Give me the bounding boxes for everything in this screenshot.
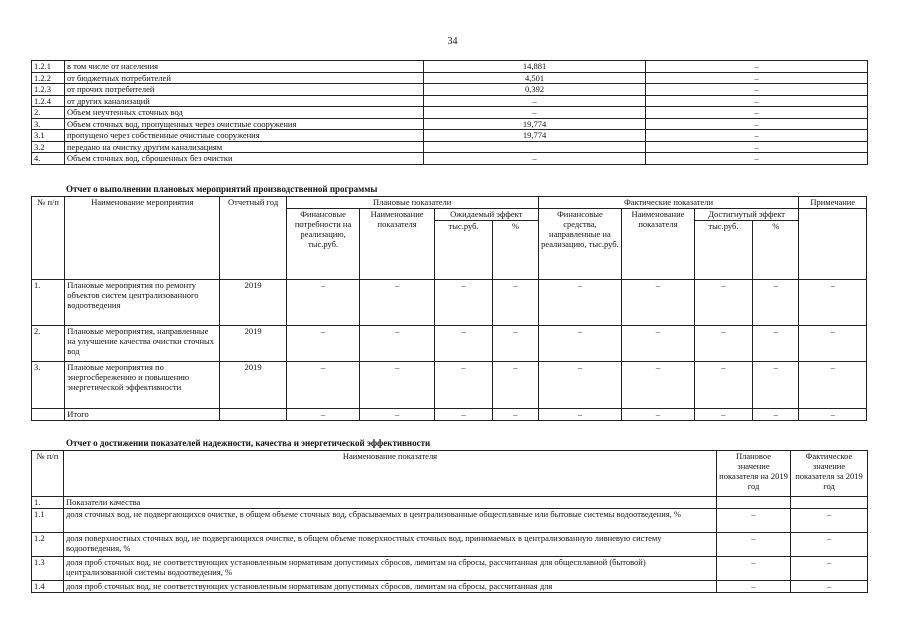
- table-row: [32, 95, 868, 107]
- row-number: 2.: [32, 107, 65, 119]
- row-number: 2.: [32, 326, 65, 362]
- total-label: Итого: [65, 409, 220, 421]
- row-fact-value: –: [646, 141, 868, 153]
- dash-cell: –: [753, 326, 799, 362]
- row-event-name: Плановые мероприятия по энергосбережению и повышению энергетической эффективности: [65, 362, 220, 409]
- row-number: 1.2: [32, 533, 64, 557]
- table-row: [32, 130, 868, 142]
- row-event-name: Плановые мероприятия, направленные на улучшение качества очистки сточных вод: [65, 326, 220, 362]
- dash-cell: –: [622, 326, 695, 362]
- table-row: [32, 84, 868, 96]
- row-number: 1.2.3: [32, 84, 65, 96]
- dash-cell: –: [286, 409, 360, 421]
- row-number: 1.: [32, 280, 65, 326]
- row-year: 2019: [220, 280, 286, 326]
- col-header-event-name: Наименование мероприятия: [65, 197, 220, 280]
- dash-cell: –: [753, 280, 799, 326]
- row-fact-value: –: [646, 72, 868, 84]
- row-number: 1.4: [32, 581, 64, 593]
- row-name: Объем сточных вод, сброшенных без очистки: [65, 153, 424, 165]
- dash-cell: –: [360, 326, 435, 362]
- col-header-actual: Фактические показатели: [538, 197, 799, 209]
- row-year: 2019: [220, 326, 286, 362]
- dash-cell: –: [694, 409, 752, 421]
- row-indicator-name: доля проб сточных вод, не соответствующих установленным нормативам допустимых сбросов, лимитам на сбросы, рассчитанная для общесплавной (бытовой) централизованной системы водоотведения, %: [64, 557, 717, 581]
- row-fact-value: –: [791, 557, 868, 581]
- col-header-act-fin: Финансовые средства, направленные на реализацию, тыс.руб.: [538, 209, 622, 280]
- dash-cell: –: [799, 326, 867, 362]
- dash-cell: –: [799, 362, 867, 409]
- col-header-planned: Плановые показатели: [286, 197, 538, 209]
- row-plan-value: 14,881: [424, 61, 646, 73]
- table-row: [32, 497, 868, 509]
- row-plan-value: –: [424, 153, 646, 165]
- indicators-table: [31, 450, 868, 593]
- table-row: [32, 107, 868, 119]
- dash-cell: –: [538, 409, 622, 421]
- table-row: [32, 509, 868, 533]
- table-row: [32, 280, 867, 326]
- dash-cell: –: [360, 362, 435, 409]
- dash-cell: –: [799, 409, 867, 421]
- row-name: от бюджетных потребителей: [65, 72, 424, 84]
- table-row: [32, 362, 867, 409]
- row-indicator-name: доля поверхностных сточных вод, не подвергающихся очистке, в общем объеме поверхностных сточных вод, принимаемых в централизованную ливневую систему водоотведения, %: [64, 533, 717, 557]
- row-number: 1.3: [32, 557, 64, 581]
- total-year-blank: [220, 409, 286, 421]
- table-row: [32, 141, 868, 153]
- row-name: передано на очистку другим канализациям: [65, 141, 424, 153]
- row-number: 1.1: [32, 509, 64, 533]
- row-fact-value: –: [646, 153, 868, 165]
- row-fact-value: –: [646, 118, 868, 130]
- dash-cell: –: [434, 362, 492, 409]
- col-header-fact-value: Фактическое значение показателя за 2019 год: [791, 451, 868, 497]
- row-number: 1.2.2: [32, 72, 65, 84]
- dash-cell: –: [538, 280, 622, 326]
- row-fact-value: –: [646, 61, 868, 73]
- col-header-plan-value: Плановое значение показателя на 2019 год: [717, 451, 791, 497]
- row-fact-value: –: [646, 107, 868, 119]
- dash-cell: –: [753, 362, 799, 409]
- table-row: [32, 61, 868, 73]
- dash-cell: –: [286, 362, 360, 409]
- row-plan-value: 19,774: [424, 130, 646, 142]
- row-plan-value: [717, 497, 791, 509]
- total-num-blank: [32, 409, 65, 421]
- row-plan-value: –: [717, 533, 791, 557]
- dash-cell: –: [538, 362, 622, 409]
- table-row: [32, 557, 868, 581]
- col-header-plan-fin: Финансовые потребности на реализацию, тыс.руб.: [286, 209, 360, 280]
- dash-cell: –: [434, 326, 492, 362]
- col-header-num: № п/п: [32, 451, 64, 497]
- row-number: 4.: [32, 153, 65, 165]
- dash-cell: –: [493, 409, 538, 421]
- dash-cell: –: [360, 409, 435, 421]
- row-fact-value: –: [646, 95, 868, 107]
- table-row: [32, 533, 868, 557]
- col-header-num: № п/п: [32, 197, 65, 280]
- row-indicator-name: доля проб сточных вод, не соответствующих установленным нормативам допустимых сбросов, лимитам на сбросы, рассчитанная для: [64, 581, 717, 593]
- row-plan-value: 0,392: [424, 84, 646, 96]
- events-report-title: Отчет о выполнении плановых мероприятий производственной программы: [66, 184, 378, 194]
- total-row: [32, 409, 867, 421]
- row-plan-value: 4,501: [424, 72, 646, 84]
- row-name: в том числе от населения: [65, 61, 424, 73]
- row-number: 1.2.1: [32, 61, 65, 73]
- col-header-plan-thous: тыс.руб.: [434, 221, 492, 280]
- table-row: [32, 153, 868, 165]
- dash-cell: –: [694, 362, 752, 409]
- dash-cell: –: [286, 326, 360, 362]
- dash-cell: –: [434, 409, 492, 421]
- table-row: [32, 72, 868, 84]
- row-number: 3.1: [32, 130, 65, 142]
- dash-cell: –: [622, 280, 695, 326]
- volume-table: [31, 60, 868, 165]
- row-number: 3.: [32, 118, 65, 130]
- row-plan-value: –: [424, 107, 646, 119]
- row-name: Объем неучтенных сточных вод: [65, 107, 424, 119]
- row-name: от прочих потребителей: [65, 84, 424, 96]
- row-plan-value: 19,774: [424, 118, 646, 130]
- row-fact-value: –: [646, 84, 868, 96]
- dash-cell: –: [360, 280, 435, 326]
- table-row: [32, 118, 868, 130]
- dash-cell: –: [493, 362, 538, 409]
- row-fact-value: –: [791, 509, 868, 533]
- row-fact-value: –: [791, 581, 868, 593]
- row-number: 1.: [32, 497, 64, 509]
- col-header-plan-effect: Ожидаемый эффект: [434, 209, 538, 221]
- dash-cell: –: [622, 409, 695, 421]
- dash-cell: –: [622, 362, 695, 409]
- row-year: 2019: [220, 362, 286, 409]
- col-header-indicator-name: Наименование показателя: [64, 451, 717, 497]
- events-report-table: [31, 196, 867, 421]
- row-fact-value: –: [646, 130, 868, 142]
- dash-cell: –: [694, 280, 752, 326]
- dash-cell: –: [493, 280, 538, 326]
- row-indicator-name: доля сточных вод, не подвергающихся очистке, в общем объеме сточных вод, сбрасываемых в централизованные общесплавные или бытовые системы водоотведения, %: [64, 509, 717, 533]
- row-name: от других канализаций: [65, 95, 424, 107]
- col-header-plan-pct: %: [493, 221, 538, 280]
- table-row: [32, 581, 868, 593]
- dash-cell: –: [538, 326, 622, 362]
- dash-cell: –: [434, 280, 492, 326]
- row-fact-value: [791, 497, 868, 509]
- col-header-act-effect: Достигнутый эффект: [694, 209, 799, 221]
- dash-cell: –: [753, 409, 799, 421]
- row-indicator-name: Показатели качества: [64, 497, 717, 509]
- row-plan-value: –: [717, 509, 791, 533]
- indicators-report-title: Отчет о достижении показателей надежности, качества и энергетической эффективности: [66, 438, 431, 448]
- row-plan-value: –: [717, 557, 791, 581]
- col-header-report-year: Отчетный год: [220, 197, 286, 280]
- row-number: 3.: [32, 362, 65, 409]
- row-name: Объем сточных вод, пропущенных через очистные сооружения: [65, 118, 424, 130]
- col-header-act-pct: %: [753, 221, 799, 280]
- col-header-act-indicator: Наименование показателя: [622, 209, 695, 280]
- row-number: 3.2: [32, 141, 65, 153]
- row-event-name: Плановые мероприятия по ремонту объектов систем централизованного водоотведения: [65, 280, 220, 326]
- row-plan-value: [424, 141, 646, 153]
- col-header-plan-indicator: Наименование показателя: [360, 209, 435, 280]
- row-plan-value: –: [717, 581, 791, 593]
- row-name: пропущено через собственные очистные сооружения: [65, 130, 424, 142]
- page-number: 34: [447, 36, 458, 47]
- dash-cell: –: [493, 326, 538, 362]
- dash-cell: –: [694, 326, 752, 362]
- table-row: [32, 326, 867, 362]
- dash-cell: –: [799, 280, 867, 326]
- col-header-note: Примечание: [799, 197, 867, 209]
- row-fact-value: –: [791, 533, 868, 557]
- col-header-act-thous: тыс.руб.: [694, 221, 752, 280]
- col-header-note-blank: [799, 209, 867, 280]
- row-plan-value: –: [424, 95, 646, 107]
- dash-cell: –: [286, 280, 360, 326]
- row-number: 1.2.4: [32, 95, 65, 107]
